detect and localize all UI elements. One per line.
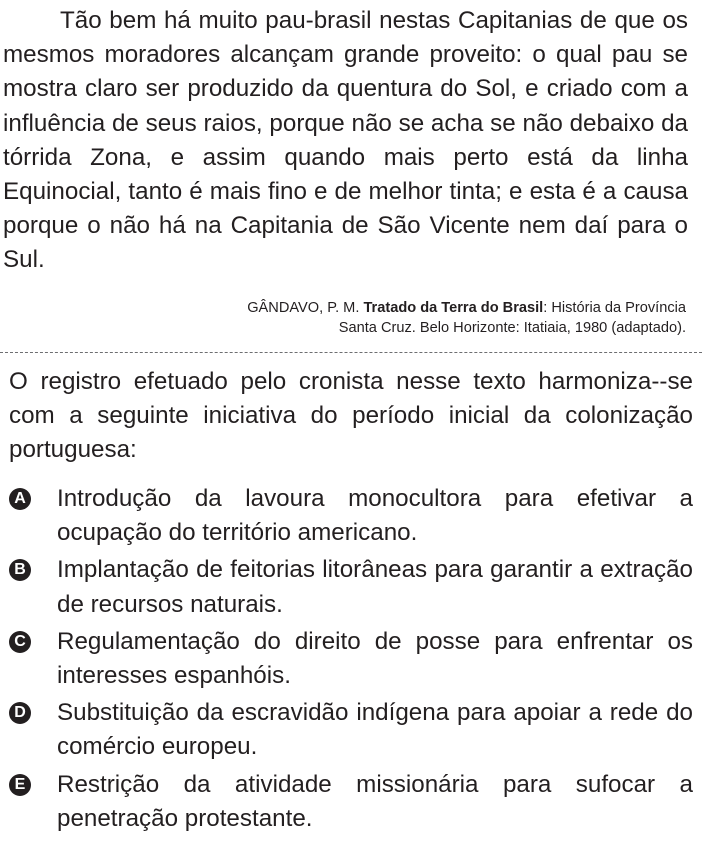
citation xyxy=(126,298,686,338)
citation-rest: : História da Província xyxy=(543,300,686,316)
source-passage: Tão bem há muito pau-brasil nestas Capitanias de que os mesmos moradores alcançam grande proveito: o qual pau se mostra claro ser produzido da quentura do Sol, e criado com a influência de seus raios, porque não se acha se não debaixo da tórrida Zona, e assim quando mais perto está da linha Equinocial, tanto é mais fino e de melhor tinta; e esta é a causa porque o não há na Capitania de São Vicente nem daí para o Sul. xyxy=(3,7,688,274)
citation-book-title: Tratado da Terra do Brasil xyxy=(363,300,544,316)
alternative-b-text: Implantação de feitorias litorâneas para garantir a extração de recursos naturais. xyxy=(57,556,693,618)
citation-line-2: Santa Cruz. Belo Horizonte: Itatiaia, 1980 (adaptado). xyxy=(338,320,686,336)
letter-d-badge-icon: D xyxy=(9,702,31,724)
alternative-d-text: Substituição da escravidão indígena para apoiar a rede do comércio europeu. xyxy=(57,699,693,761)
alternatives-list xyxy=(9,482,693,839)
letter-a-badge-icon: A xyxy=(9,488,31,510)
alternative-a-text: Introdução da lavoura monocultora para efetivar a ocupação do território americano. xyxy=(57,485,693,547)
letter-e-badge-icon: E xyxy=(9,774,31,796)
letter-c-badge-icon: C xyxy=(9,631,31,653)
alternative-d[interactable] xyxy=(9,696,693,764)
dashed-divider xyxy=(0,352,702,353)
alternative-c-text: Regulamentação do direito de posse para enfrentar os interesses espanhóis. xyxy=(57,627,693,690)
alternative-c[interactable] xyxy=(9,625,693,693)
citation-author: GÂNDAVO, P. M. xyxy=(247,300,364,316)
question-stem: O registro efetuado pelo cronista nesse texto harmoniza--se com a seguinte iniciativa do período inicial da colonização portuguesa: xyxy=(9,368,693,464)
citation-line-1 xyxy=(126,298,686,318)
alternative-e-text: Restrição da atividade missionária para sufocar a penetração protestante. xyxy=(57,770,693,832)
alternative-b[interactable] xyxy=(9,553,693,621)
letter-b-badge-icon: B xyxy=(9,559,31,581)
alternative-a[interactable] xyxy=(9,482,693,550)
alternative-e[interactable] xyxy=(9,768,693,836)
